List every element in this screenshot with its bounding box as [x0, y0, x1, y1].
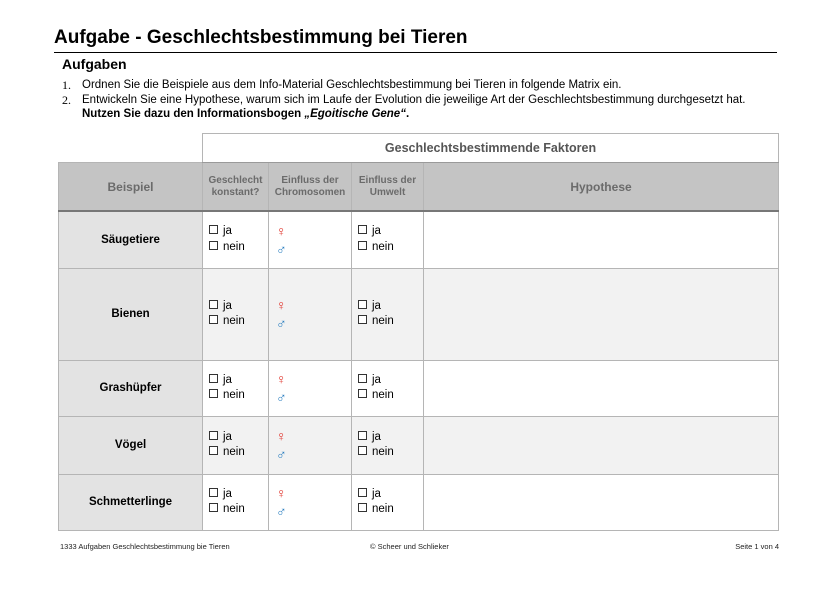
female-symbol-icon: ♀	[276, 485, 287, 501]
footer-copyright: © Scheer und Schlieker	[370, 542, 449, 551]
checkbox-icon[interactable]	[209, 389, 218, 398]
factors-header: Geschlechtsbestimmende Faktoren	[203, 134, 779, 163]
female-symbol-icon: ♀	[276, 222, 287, 239]
male-symbol-icon: ♂	[276, 503, 287, 519]
checkbox-icon[interactable]	[358, 315, 367, 324]
option-label: ja	[372, 299, 381, 312]
environment-cell	[352, 416, 424, 474]
option-yes[interactable]	[358, 224, 423, 240]
checkbox-icon[interactable]	[358, 241, 367, 250]
option-label: nein	[372, 446, 394, 458]
hypothesis-cell[interactable]	[424, 268, 779, 360]
task-number: 1.	[62, 78, 71, 92]
column-header-constant	[203, 163, 269, 212]
chromosome-cell	[269, 268, 352, 360]
hypothesis-cell[interactable]	[424, 474, 779, 530]
footer-document-id: 1333 Aufgaben Geschlechtsbestimmung bie Tieren	[60, 542, 230, 551]
option-label: nein	[223, 315, 245, 327]
task-item	[62, 93, 746, 108]
environment-cell	[352, 211, 424, 268]
checkbox-icon[interactable]	[358, 503, 367, 512]
row-label: Schmetterlinge	[59, 474, 203, 530]
constant-cell	[203, 360, 269, 416]
option-no[interactable]	[209, 502, 268, 518]
row-label: Säugetiere	[59, 211, 203, 268]
option-label: ja	[372, 373, 381, 386]
column-header-hypothesis: Hypothese	[424, 163, 779, 212]
option-no[interactable]	[358, 240, 423, 256]
option-label: nein	[372, 503, 394, 515]
option-yes[interactable]	[209, 430, 268, 446]
option-no[interactable]	[209, 445, 268, 461]
header-line: konstant?	[211, 186, 260, 198]
checkbox-icon[interactable]	[209, 241, 218, 250]
task-item	[62, 78, 746, 93]
row-label: Grashüpfer	[59, 360, 203, 416]
option-label: nein	[223, 503, 245, 515]
constant-cell	[203, 416, 269, 474]
checkbox-icon[interactable]	[358, 225, 367, 234]
male-symbol-icon: ♂	[276, 389, 287, 405]
option-no[interactable]	[358, 445, 423, 461]
row-label: Bienen	[59, 268, 203, 360]
table-row	[59, 268, 779, 360]
option-label: nein	[223, 240, 245, 253]
checkbox-icon[interactable]	[209, 300, 218, 309]
chromosome-cell	[269, 360, 352, 416]
header-line: Chromosomen	[274, 186, 346, 198]
female-symbol-icon: ♀	[276, 428, 287, 444]
option-yes[interactable]	[358, 299, 423, 315]
constant-cell	[203, 211, 269, 268]
section-title: Aufgaben	[62, 56, 127, 72]
constant-cell	[203, 474, 269, 530]
chromosome-cell	[269, 474, 352, 530]
note-source: „Egoitische Gene“	[304, 108, 406, 120]
page-title: Aufgabe - Geschlechtsbestimmung bei Tieren	[54, 27, 777, 53]
option-yes[interactable]	[209, 487, 268, 503]
option-label: ja	[223, 299, 232, 312]
option-label: ja	[223, 225, 232, 238]
option-label: ja	[372, 430, 381, 443]
checkbox-icon[interactable]	[358, 431, 367, 440]
column-header-chromosomes	[269, 163, 352, 212]
column-header-example: Beispiel	[59, 163, 203, 212]
row-label: Vögel	[59, 416, 203, 474]
header-line: Einfluss der	[358, 174, 417, 186]
checkbox-icon[interactable]	[209, 431, 218, 440]
option-label: ja	[372, 487, 381, 500]
option-label: nein	[372, 389, 394, 401]
checkbox-icon[interactable]	[209, 374, 218, 383]
note-end: .	[405, 108, 410, 120]
option-yes[interactable]	[209, 224, 268, 240]
hypothesis-cell[interactable]	[424, 211, 779, 268]
male-symbol-icon: ♂	[276, 240, 287, 257]
option-label: nein	[223, 446, 245, 458]
option-label: ja	[372, 225, 381, 238]
option-no[interactable]	[209, 314, 268, 330]
task-note	[62, 107, 746, 122]
table-row	[59, 416, 779, 474]
task-text: Entwickeln Sie eine Hypothese, warum sich im Laufe der Evolution die jeweilige Art der Geschlechtsbestimmung durchgesetzt hat.	[82, 93, 746, 106]
column-header-row	[59, 163, 779, 212]
checkbox-icon[interactable]	[358, 446, 367, 455]
option-yes[interactable]	[209, 299, 268, 315]
checkbox-icon[interactable]	[358, 300, 367, 309]
hypothesis-cell[interactable]	[424, 416, 779, 474]
option-label: ja	[223, 487, 232, 500]
checkbox-icon[interactable]	[358, 488, 367, 497]
option-yes[interactable]	[358, 373, 423, 389]
group-header-row	[59, 134, 779, 163]
environment-cell	[352, 474, 424, 530]
male-symbol-icon: ♂	[276, 446, 287, 462]
option-no[interactable]	[358, 502, 423, 518]
checkbox-icon[interactable]	[358, 374, 367, 383]
female-symbol-icon: ♀	[276, 371, 287, 387]
checkbox-icon[interactable]	[209, 446, 218, 455]
environment-cell	[352, 360, 424, 416]
checkbox-icon[interactable]	[209, 315, 218, 324]
environment-cell	[352, 268, 424, 360]
option-no[interactable]	[209, 388, 268, 404]
option-label: nein	[372, 240, 394, 253]
table-row	[59, 360, 779, 416]
checkbox-icon[interactable]	[209, 503, 218, 512]
checkbox-icon[interactable]	[209, 225, 218, 234]
header-line: Geschlecht	[208, 174, 263, 186]
constant-cell	[203, 268, 269, 360]
hypothesis-cell[interactable]	[424, 360, 779, 416]
option-yes[interactable]	[358, 487, 423, 503]
chromosome-cell	[269, 416, 352, 474]
footer-page-number: Seite 1 von 4	[735, 542, 779, 551]
option-label: nein	[372, 315, 394, 327]
checkbox-icon[interactable]	[358, 389, 367, 398]
column-header-environment	[352, 163, 424, 212]
task-list	[62, 78, 746, 122]
empty-corner	[59, 134, 203, 163]
option-yes[interactable]	[358, 430, 423, 446]
option-no[interactable]	[358, 314, 423, 330]
header-line: Einfluss der	[281, 174, 339, 186]
task-number: 2.	[62, 92, 71, 107]
classification-matrix	[58, 133, 779, 531]
female-symbol-icon: ♀	[276, 297, 287, 313]
option-no[interactable]	[209, 240, 268, 256]
option-label: ja	[223, 430, 232, 443]
checkbox-icon[interactable]	[209, 488, 218, 497]
table-row	[59, 211, 779, 268]
chromosome-cell	[269, 211, 352, 268]
task-text: Ordnen Sie die Beispiele aus dem Info-Material Geschlechtsbestimmung bei Tieren in folgende Matrix ein.	[82, 79, 622, 91]
option-no[interactable]	[358, 388, 423, 404]
header-line: Umwelt	[369, 186, 406, 198]
option-yes[interactable]	[209, 373, 268, 389]
male-symbol-icon: ♂	[276, 315, 287, 331]
option-label: nein	[223, 389, 245, 401]
note-text: Nutzen Sie dazu den Informationsbogen	[82, 108, 305, 120]
table-row	[59, 474, 779, 530]
option-label: ja	[223, 373, 232, 386]
